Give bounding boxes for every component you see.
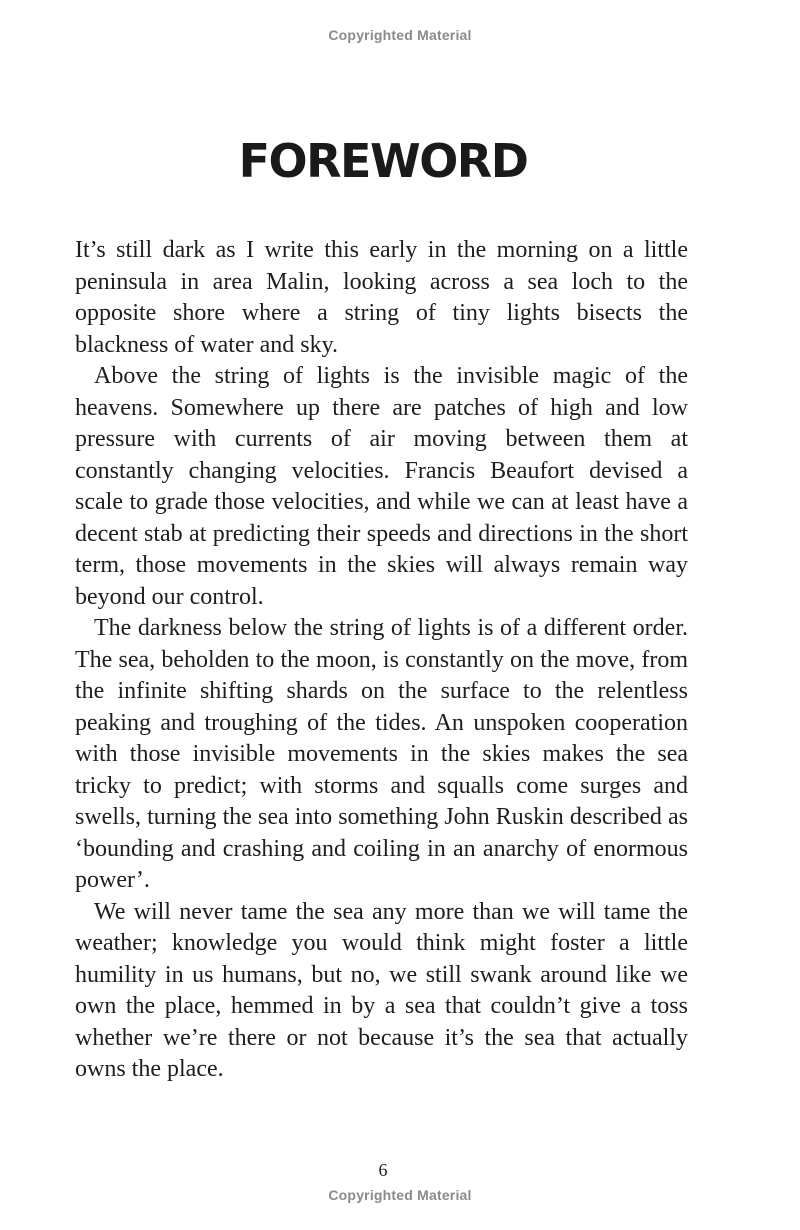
paragraph-3: The darkness below the string of lights is of a different order. The sea, beholden to the moon, is constantly on the move, from the infinite shifting shards on the surface to the relentless peaking and troughing of the tides. An unspoken cooperation with those invisible movements in the skies makes the sea tricky to predict; with storms and squalls come surges and swells, turning the sea into something John Ruskin described as ‘bounding and crashing and coiling in an anarchy of enormous power’. — [75, 615, 688, 893]
paragraph-2: Above the string of lights is the invisible magic of the heavens. Somewhere up there are patches of high and low pressure with currents of air moving between them at constantly changing velocities. Francis Beaufort devised a scale to grade those velocities, and while we can at least have a decent stab at predicting their speeds and directions in the short term, those movements in the skies will always remain way beyond our control. — [75, 363, 688, 610]
page-number: 6 — [378, 1160, 388, 1180]
paragraph-1: It’s still dark as I write this early in the morning on a little peninsula in area Malin, looking across a sea loch to the opposite shore where a string of tiny lights bisects the blackness of water and sky. — [75, 237, 688, 358]
paragraph-4: We will never tame the sea any more than we will tame the weather; knowledge you would think might foster a little humility in us humans, but no, we still swank around like we own the place, hemmed in by a sea that couldn’t give a toss whether we’re there or not because it’s the sea that actually owns the place. — [75, 898, 688, 1082]
chapter-title: FOREWORD — [238, 134, 528, 188]
copyright-watermark-top: Copyrighted Material — [328, 27, 472, 43]
foreword-body — [75, 235, 688, 1086]
copyright-watermark-bottom: Copyrighted Material — [328, 1187, 472, 1203]
